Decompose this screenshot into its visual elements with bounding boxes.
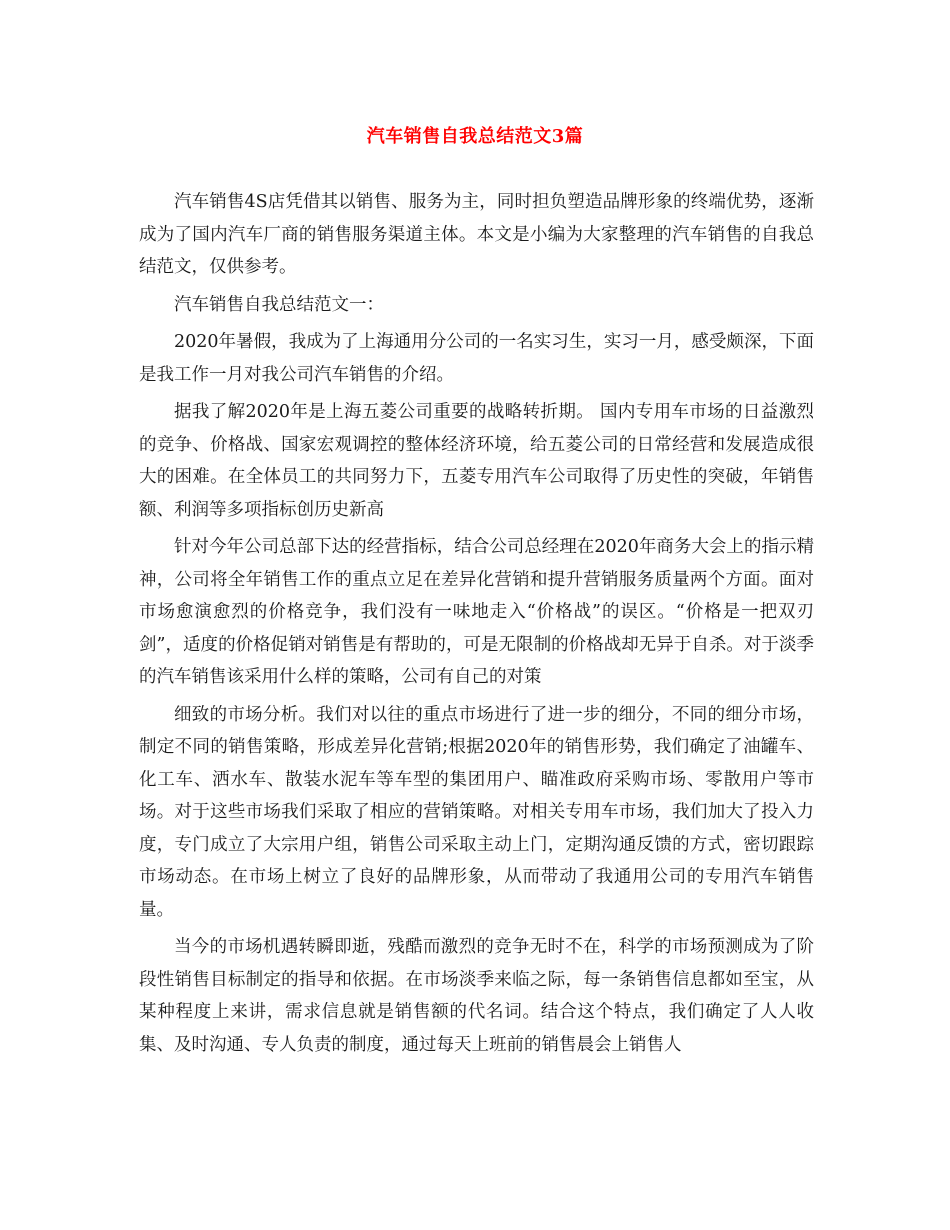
paragraph-market-analysis: 细致的市场分析。我们对以往的重点市场进行了进一步的细分，不同的细分市场，制定不同的销售策略，形成差异化营销;根据2020年的销售形势，我们确定了油罐车、化工车、洒水车、散装水泥车等车型的集团用户、瞄准政府采购市场、零散用户等市场。对于这些市场我们采取了相应的营销策略。对相关专用车市场，我们加大了投入力度，专门成立了大宗用户组，销售公司采取主动上门，定期沟通反馈的方式，密切跟踪市场动态。在市场上树立了良好的品牌形象，从而带动了我通用公司的专用汽车销售量。 [139, 704, 814, 920]
paragraph-market-forecast: 当今的市场机遇转瞬即逝，残酷而激烈的竞争无时不在，科学的市场预测成为了阶段性销售目标制定的指导和依据。在市场淡季来临之际，每一条销售信息都如至宝，从某种程度上来讲，需求信息就是销售额的代名词。结合这个特点，我们确定了人人收集、及时沟通、专人负责的制度，通过每天上班前的销售晨会上销售人 [139, 937, 814, 1055]
paragraph-wuling-strategy: 据我了解2020年是上海五菱公司重要的战略转折期。 国内专用车市场的日益激烈的竞争、价格战、国家宏观调控的整体经济环境，给五菱公司的日常经营和发展造成很大的困难。在全体员工的共同努力下，五菱专用汽车公司取得了历史性的突破，年销售额、利润等多项指标创历史新高 [139, 402, 814, 520]
document-body [139, 186, 814, 1066]
paragraph-intro: 汽车销售4S店凭借其以销售、服务为主，同时担负塑造品牌形象的终端优势，逐渐成为了国内汽车厂商的销售服务渠道主体。本文是小编为大家整理的汽车销售的自我总结范文，仅供参考。 [139, 192, 814, 277]
document-title: 汽车销售自我总结范文3篇 [366, 126, 584, 147]
paragraph-internship: 2020年暑假，我成为了上海通用分公司的一名实习生，实习一月，感受颇深，下面是我工作一月对我公司汽车销售的介绍。 [139, 332, 814, 385]
paragraph-sales-targets: 针对今年公司总部下达的经营指标，结合公司总经理在2020年商务大会上的指示精神，公司将全年销售工作的重点立足在差异化营销和提升营销服务质量两个方面。面对市场愈演愈烈的价格竞争，我们没有一味地走入“价格战”的误区。“价格是一把双刃剑”，适度的价格促销对销售是有帮助的，可是无限制的价格战却无异于自杀。对于淡季的汽车销售该采用什么样的策略，公司有自己的对策 [139, 537, 814, 687]
paragraph-section-heading: 汽车销售自我总结范文一： [174, 294, 384, 315]
